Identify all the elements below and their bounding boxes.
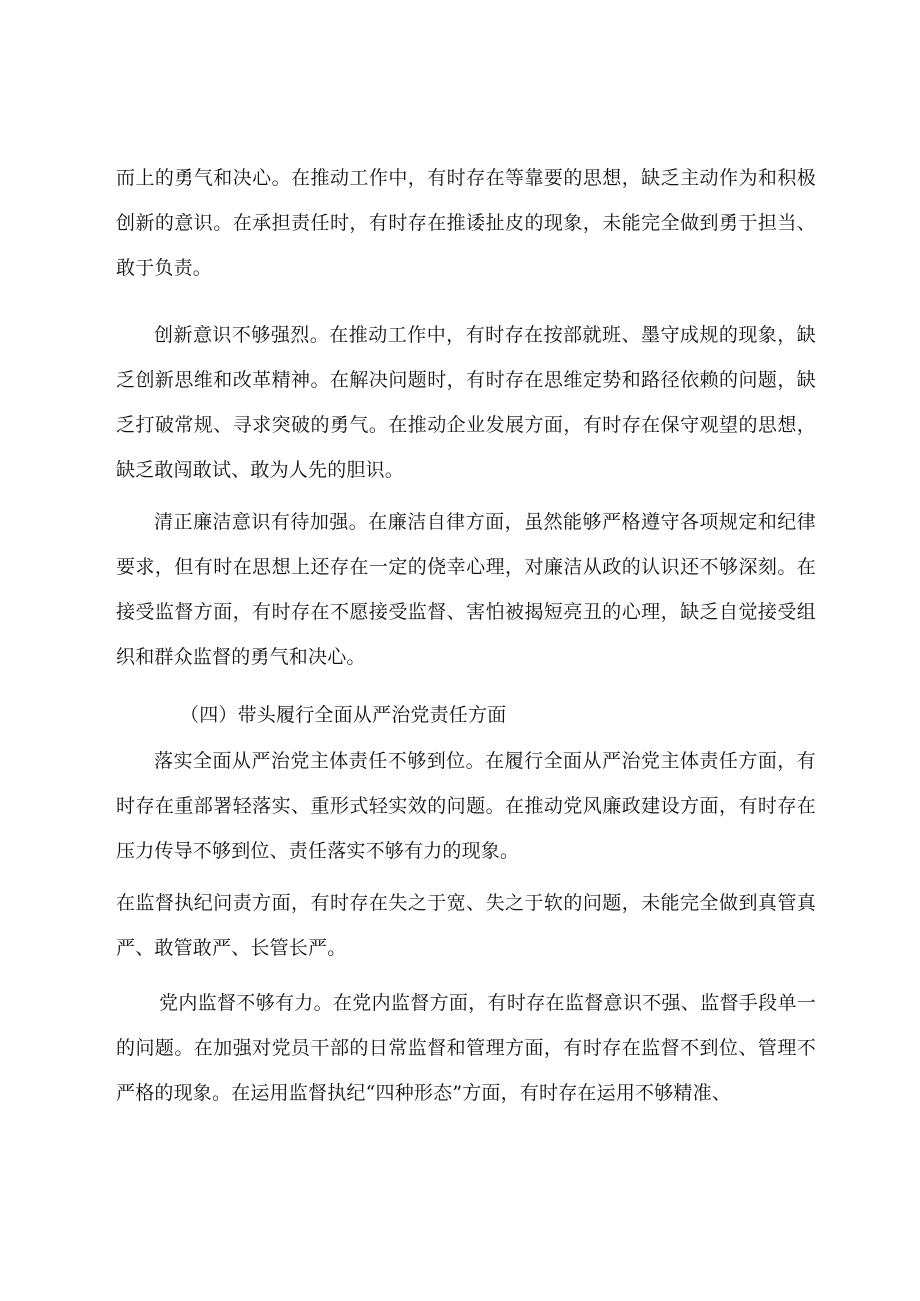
paragraph-party-supervision: 党内监督不够有力。在党内监督方面，有时存在监督意识不强、监督手段单一的问题。在加强对党员干部的日常监督和管理方面，有时存在监督不到位、管理不严格的现象。在运用监督执纪“四种形态”方面，有时存在运用不够精准、 — [116, 992, 816, 1104]
paragraph-integrity-awareness: 清正廉洁意识有待加强。在廉洁自律方面，虽然能够严格遵守各项规定和纪律要求，但有时在思想上还存在一定的侥幸心理，对廉洁从政的认识还不够深刻。在接受监督方面，有时存在不愿接受监督、害怕被揭短亮丑的心理，缺乏自觉接受组织和群众监督的勇气和决心。 — [116, 511, 816, 668]
paragraph-supervision-accountability: 在监督执纪问责方面，有时存在失之于宽、失之于软的问题，未能完全做到真管真严、敢管敢严、长管长严。 — [116, 892, 816, 959]
paragraph-innovation-awareness: 创新意识不够强烈。在推动工作中，有时存在按部就班、墨守成规的现象，缺乏创新思维和改革精神。在解决问题时，有时存在思维定势和路径依赖的问题，缺乏打破常规、寻求突破的勇气。在推动企业发展方面，有时存在保守观望的思想，缺乏敢闯敢试、敢为人先的胆识。 — [116, 324, 816, 481]
paragraph-main-responsibility: 落实全面从严治党主体责任不够到位。在履行全面从严治党主体责任方面，有时存在重部署轻落实、重形式轻实效的问题。在推动党风廉政建设方面，有时存在压力传导不够到位、责任落实不够有力的现象。 — [116, 750, 816, 862]
section-heading-four: （四）带头履行全面从严治党责任方面 — [180, 704, 507, 726]
paragraph-courage-continuation: 而上的勇气和决心。在推动工作中，有时存在等靠要的思想，缺乏主动作为和积极创新的意识。在承担责任时，有时存在推诿扯皮的现象，未能完全做到勇于担当、敢于负责。 — [116, 167, 816, 279]
